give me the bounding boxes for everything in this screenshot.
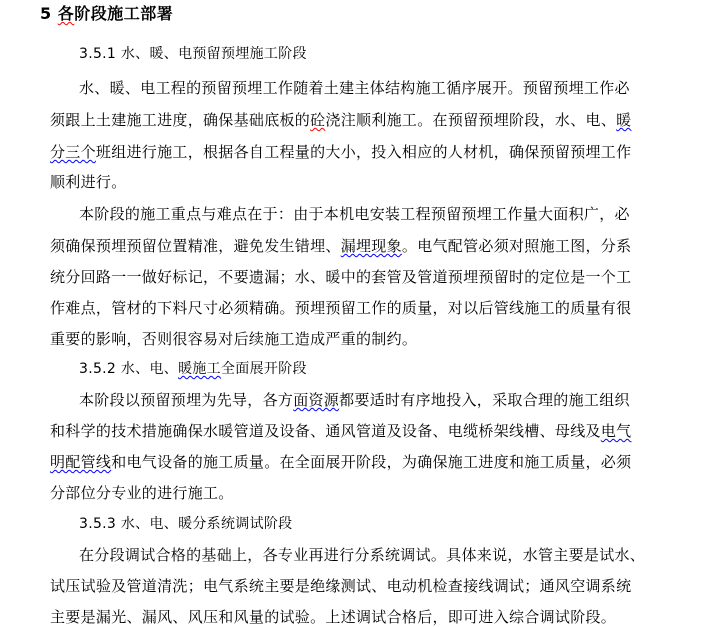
grammar-flagged-word[interactable]: 明配管线 xyxy=(50,453,112,471)
paragraph-line: 须确保预埋预留位置精准，避免发生错埋、漏埋现象。电气配管必须对照施工图，分系 xyxy=(50,237,632,255)
paragraph-line: 在分段调试合格的基础上，各专业再进行分系统调试。具体来说，水管主要是试水、 xyxy=(79,546,646,564)
chapter-title xyxy=(40,4,173,24)
paragraph-line: 本阶段以预留预埋为先导，各方面资源都要适时有序地投入，采取合理的施工组织 xyxy=(79,391,630,409)
paragraph-line: 统分回路一一做好标记，不要遗漏；水、暖中的套管及管道预埋预留时的定位是一个工 xyxy=(50,268,632,286)
grammar-flagged-word[interactable]: 暖 xyxy=(616,111,632,129)
paragraph-line: 水、暖、电工程的预留预埋工作随着土建主体结构施工循序展开。预留预埋工作必 xyxy=(79,79,630,97)
grammar-flagged-word[interactable]: 电气 xyxy=(600,422,632,440)
paragraph-line: 和科学的技术措施确保水暖管道及设备、通风管道及设备、电缆桥架线槽、母线及电气 xyxy=(50,422,632,440)
grammar-flagged-word[interactable]: 漏埋现象 xyxy=(340,237,402,255)
grammar-flagged-word[interactable]: 面资源 xyxy=(293,391,340,409)
paragraph-line: 须跟上土建施工进度，确保基础底板的砼浇注顺利施工。在预留预埋阶段，水、电、暖 xyxy=(50,111,632,129)
chapter-title-text: 阶段施工部署 xyxy=(74,4,174,23)
spellcheck-flagged-word[interactable]: 砼 xyxy=(310,111,326,129)
paragraph-line: 本阶段的施工重点与难点在于：由于本机电安装工程预留预埋工作量大面积广，必 xyxy=(79,205,630,223)
paragraph-line: 分三个班组进行施工，根据各自工程量的大小，投入相应的人材机，确保预留预埋工作 xyxy=(50,143,632,161)
paragraph-line: 主要是漏光、漏风、风压和风量的试验。上述调试合格后，即可进入综合调试阶段。 xyxy=(50,608,617,626)
paragraph-line: 作难点，管材的下料尺寸必须精确。预埋预留工作的质量，对以后管线施工的质量有很 xyxy=(50,299,632,317)
section-heading-3-5-3: 3.5.3 水、电、暖分系统调试阶段 xyxy=(79,516,293,532)
paragraph-line: 分部位分专业的进行施工。 xyxy=(50,484,234,502)
paragraph-line: 试压试验及管道清洗；电气系统主要是绝缘测试、电动机检查接线调试；通风空调系统 xyxy=(50,577,632,595)
paragraph-line: 明配管线和电气设备的施工质量。在全面展开阶段，为确保施工进度和施工质量，必须 xyxy=(50,453,632,471)
grammar-flagged-word[interactable]: 暖施工 xyxy=(178,361,221,377)
paragraph-line: 顺利进行。 xyxy=(50,173,127,191)
grammar-flagged-word[interactable]: 分三个 xyxy=(50,143,96,161)
spellcheck-flagged-word[interactable]: 各 xyxy=(57,4,75,23)
chapter-number: 5 xyxy=(40,4,52,23)
paragraph-line: 重要的影响，否则很容易对后续施工造成严重的制约。 xyxy=(50,330,418,348)
section-heading-3-5-2: 3.5.2 水、电、暖施工全面展开阶段 xyxy=(79,361,307,377)
section-heading-3-5-1: 3.5.1 水、暖、电预留预埋施工阶段 xyxy=(79,46,307,62)
